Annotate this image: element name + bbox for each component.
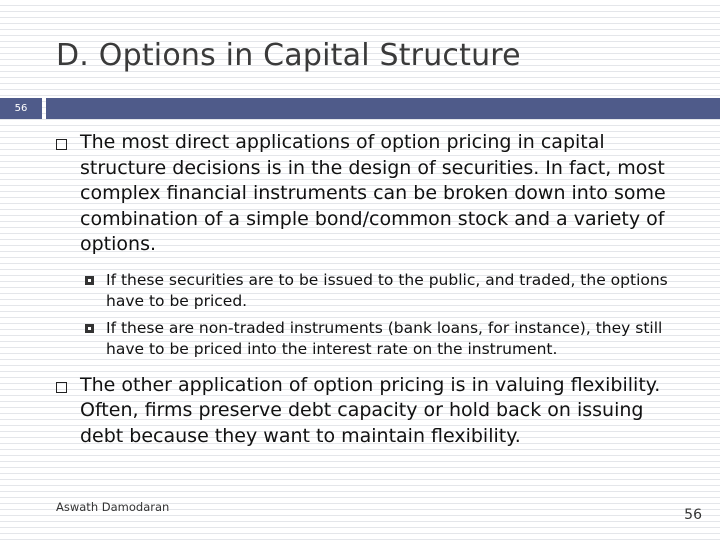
hollow-square-bullet-icon: [56, 382, 67, 393]
slide-content: [52, 130, 692, 449]
bullet-text: The most direct applications of option pricing in capital structure decisions is in the design of securities. In fact, most complex financial instruments can be broken down into some combination of a simple bond/common stock and a variety of options.: [80, 131, 666, 255]
hollow-square-bullet-icon: [56, 139, 67, 150]
filled-square-bullet-icon: [85, 276, 94, 285]
footer-page-number: 56: [684, 507, 702, 523]
sub-bullet-text: If these securities are to be issued to the public, and traded, the options have to be priced.: [106, 270, 668, 310]
header-bar: [46, 98, 720, 119]
slide-title: D. Options in Capital Structure: [56, 38, 521, 73]
bullet-item: [52, 373, 692, 450]
footer-author: Aswath Damodaran: [56, 500, 170, 514]
slide-number-badge: 56: [0, 98, 42, 119]
sub-bullet-item: [52, 270, 692, 313]
bullet-item: [52, 130, 692, 258]
bullet-text: The other application of option pricing is in valuing flexibility. Often, firms preserve debt capacity or hold back on issuing debt because they want to maintain flexibility.: [80, 373, 661, 447]
sub-bullet-list: [52, 270, 692, 361]
sub-bullet-text: If these are non-traded instruments (bank loans, for instance), they still have to be priced into the interest rate on the instrument.: [106, 318, 663, 358]
sub-bullet-item: [52, 318, 692, 361]
filled-square-bullet-icon: [85, 324, 94, 333]
